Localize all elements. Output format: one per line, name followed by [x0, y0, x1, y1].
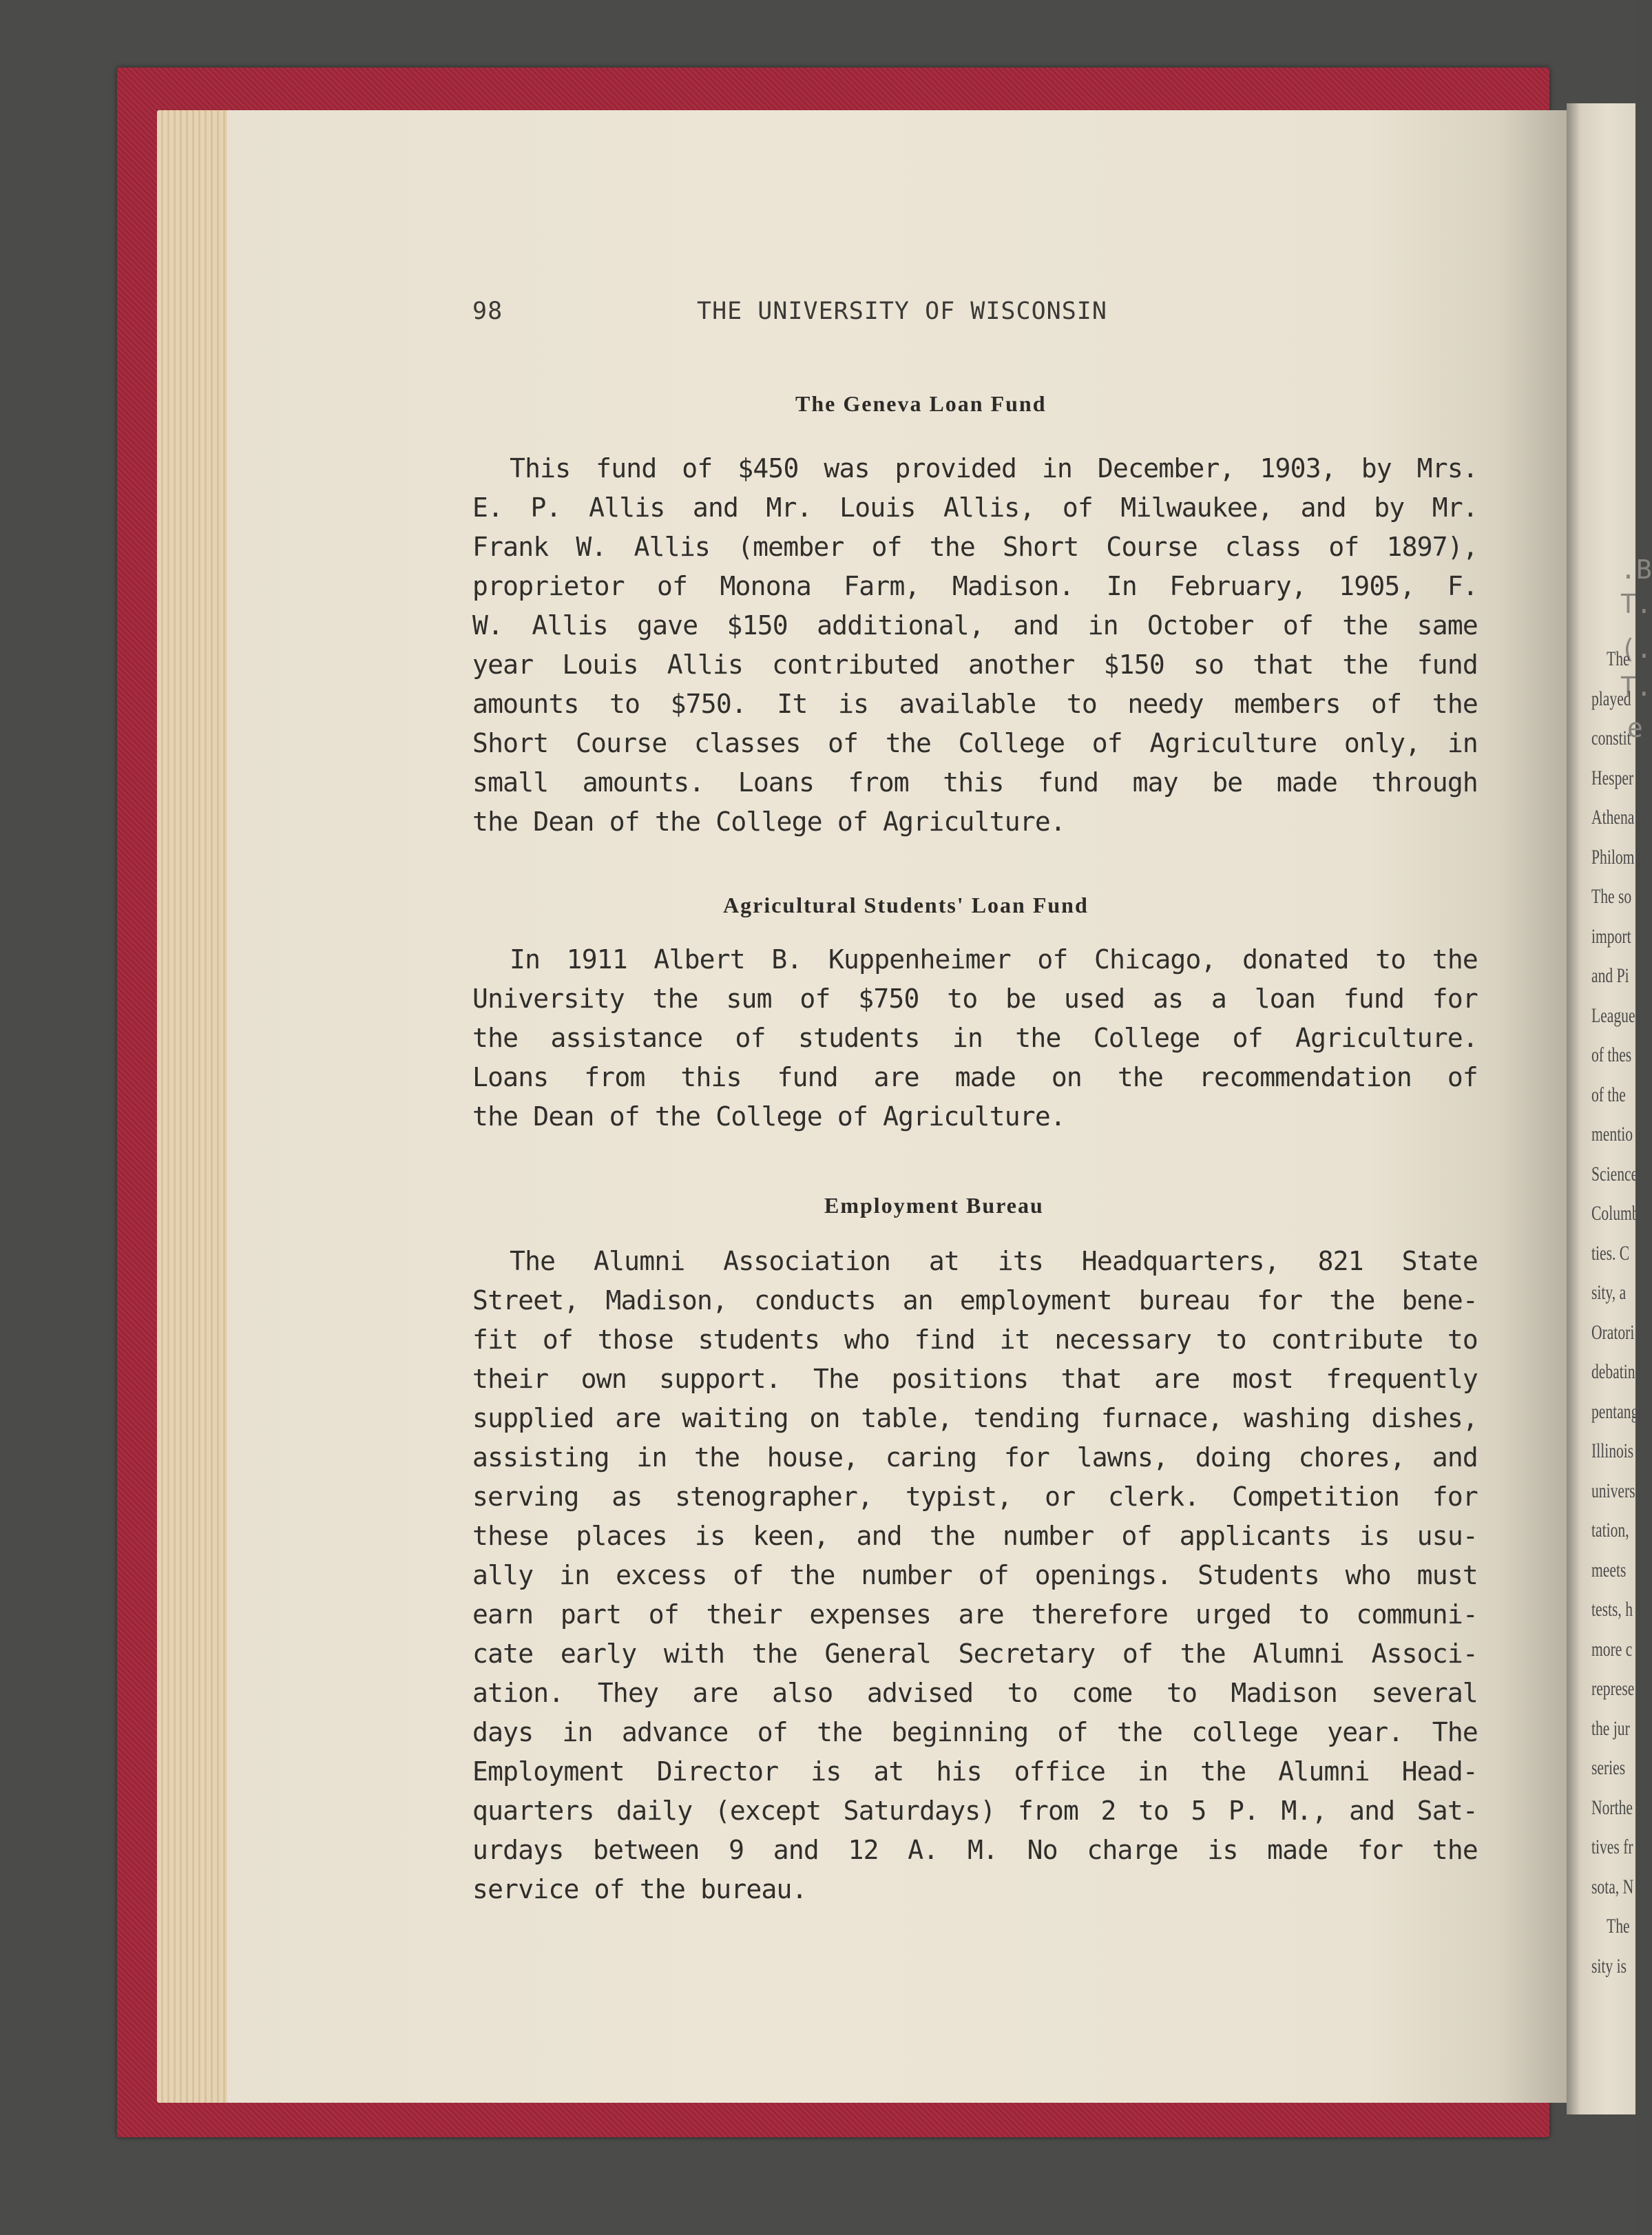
next-page-fragment: represe: [1591, 1677, 1635, 1700]
text-line: amounts to $750. It is available to needy members of the: [472, 689, 1478, 719]
paragraph-geneva: [472, 449, 1478, 842]
running-header: [472, 298, 1255, 332]
next-page-fragment: ties. C: [1591, 1241, 1630, 1265]
next-page-fragment: Illinois: [1591, 1439, 1634, 1462]
section-heading-geneva: The Geneva Loan Fund: [795, 391, 1047, 416]
section-heading-employment: Employment Bureau: [824, 1193, 1044, 1218]
text-line: their own support. The positions that are most frequently: [472, 1364, 1478, 1394]
next-page-fragment: sota, N: [1591, 1875, 1634, 1898]
text-line: Loans from this fund are made on the recommendation of: [472, 1062, 1478, 1092]
next-page-fragment: series: [1591, 1756, 1626, 1779]
next-page-fragment: Science: [1591, 1162, 1638, 1185]
paragraph-employment: [472, 1242, 1478, 1909]
text-line: service of the bureau.: [472, 1874, 807, 1904]
next-page-fragment: Athena: [1591, 806, 1635, 829]
running-title: THE UNIVERSITY OF WISCONSIN: [697, 298, 1107, 325]
next-page-fragment: constit: [1591, 727, 1631, 749]
text-line: fit of those students who find it necessary to contribute to: [472, 1324, 1478, 1355]
page-number: 98: [472, 298, 503, 325]
next-page-fragment: sity, a: [1591, 1281, 1627, 1304]
text-line: days in advance of the beginning of the college year. The: [472, 1717, 1478, 1747]
text-line: Frank W. Allis (member of the Short Course class of 1897),: [472, 532, 1478, 562]
text-line: year Louis Allis contributed another $150 so that the fund: [472, 649, 1478, 680]
next-page-fragment: tives fr: [1591, 1836, 1633, 1858]
next-page-fragment: sity is: [1591, 1954, 1627, 1977]
page-edges: [157, 110, 229, 2103]
next-page-fragment: e: [1627, 713, 1643, 743]
text-line: Short Course classes of the College of Agriculture only, in: [472, 728, 1478, 758]
next-page-fragment: tests, h: [1591, 1598, 1633, 1621]
text-line: W. Allis gave $150 additional, and in October of the same: [472, 610, 1478, 641]
text-line: This fund of $450 was provided in December, 1903, by Mrs.: [510, 453, 1478, 484]
next-page-fragment: Hesper: [1591, 766, 1634, 789]
text-line: these places is keen, and the number of applicants is usu-: [472, 1521, 1478, 1551]
text-line: proprietor of Monona Farm, Madison. In February, 1905, F.: [472, 571, 1478, 601]
text-line: small amounts. Loans from this fund may be made through: [472, 767, 1478, 798]
next-page-fragment: League: [1591, 1004, 1635, 1027]
text-line: ation. They are also advised to come to Madison several: [472, 1678, 1478, 1708]
text-line: E. P. Allis and Mr. Louis Allis, of Milwaukee, and by Mr.: [472, 492, 1478, 523]
text-line: assisting in the house, caring for lawns, doing chores, and: [472, 1442, 1478, 1473]
text-line: cate early with the General Secretary of the Alumni Associ-: [472, 1639, 1478, 1669]
next-page-fragment: and Pi: [1591, 964, 1629, 987]
next-page-fragment: tation,: [1591, 1519, 1629, 1541]
next-page-fragment: the jur: [1591, 1716, 1630, 1740]
next-page-fragment: of the: [1591, 1083, 1626, 1106]
next-page-fragment: pentang: [1591, 1400, 1639, 1423]
next-page-fragment: The: [1607, 1915, 1630, 1937]
text-line: The Alumni Association at its Headquarters, 821 State: [510, 1246, 1478, 1276]
text-line: supplied are waiting on table, tending furnace, washing dishes,: [472, 1403, 1478, 1433]
text-line: urdays between 9 and 12 A. M. No charge is made for the: [472, 1835, 1478, 1865]
next-page-fragment: univers: [1591, 1479, 1635, 1502]
text-line: In 1911 Albert B. Kuppenheimer of Chicago, donated to the: [510, 944, 1478, 975]
next-page-fragment: (.: [1620, 634, 1652, 664]
section-heading-agricultural: Agricultural Students' Loan Fund: [723, 893, 1089, 917]
next-page-fragment: T.: [1620, 672, 1652, 702]
next-page-fragment: Philom: [1591, 845, 1635, 869]
text-line: quarters daily (except Saturdays) from 2 to 5 P. M., and Sat-: [472, 1796, 1478, 1826]
next-page-fragment: of thes: [1591, 1043, 1632, 1066]
next-page-fragment: debatin: [1591, 1360, 1635, 1383]
text-line: the Dean of the College of Agriculture.: [472, 807, 1066, 837]
next-page-fragment: import: [1591, 924, 1631, 948]
text-line: ally in excess of the number of openings. Students who must: [472, 1560, 1478, 1590]
next-page-fragment: more c: [1591, 1637, 1633, 1661]
next-page-fragment: meets: [1591, 1558, 1627, 1581]
text-line: University the sum of $750 to be used as a loan fund for: [472, 984, 1478, 1014]
text-line: earn part of their expenses are therefore urged to communi-: [472, 1599, 1478, 1630]
next-page-fragment: The so: [1591, 885, 1632, 908]
next-page-fragment: .B: [1620, 554, 1652, 585]
next-page-fragment: Oratori: [1591, 1320, 1635, 1344]
next-page-fragment: T.: [1620, 589, 1652, 619]
next-page-fragment: Columb: [1591, 1202, 1640, 1225]
next-page-sliver: [1567, 103, 1652, 2114]
paragraph-agricultural: [472, 940, 1478, 1136]
text-line: the Dean of the College of Agriculture.: [472, 1101, 1066, 1132]
text-line: the assistance of students in the College of Agriculture.: [472, 1023, 1478, 1053]
text-line: serving as stenographer, typist, or clerk. Competition for: [472, 1482, 1478, 1512]
next-page-fragment: played: [1591, 687, 1631, 710]
next-page-fragment: mentio: [1591, 1123, 1633, 1145]
next-page-fragment: The: [1607, 647, 1630, 670]
text-line: Employment Director is at his office in the Alumni Head-: [472, 1756, 1478, 1787]
next-page-fragment: Northe: [1591, 1796, 1633, 1819]
text-line: Street, Madison, conducts an employment bureau for the bene-: [472, 1285, 1478, 1316]
